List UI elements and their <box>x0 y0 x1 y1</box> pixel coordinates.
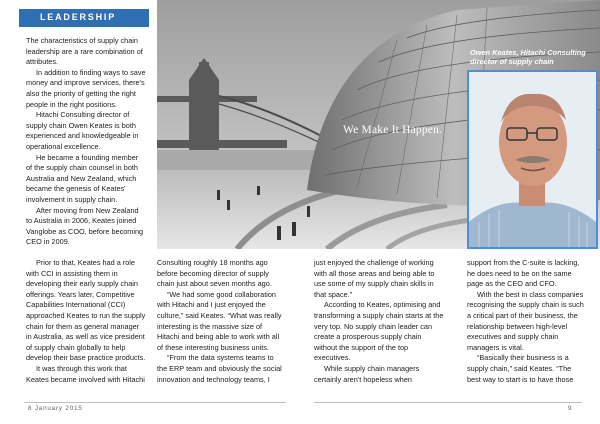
portrait-caption: Owen Keates, Hitachi Consulting director of supply chain <box>470 48 586 66</box>
paragraph: support from the C-suite is lacking, he does need to be on the same page as the CEO and CFO. <box>467 258 580 289</box>
photo-tagline: We Make It Happen. <box>343 124 443 136</box>
paragraph: According to Keates, optimising and transforming a supply chain starts at the very top. No supply chain leader can create a prosperous supply chain without the support of the top executives. <box>314 300 444 363</box>
paragraph: just enjoyed the challenge of working with all those areas and being able to use some of my supply chain skills in that space.” <box>314 258 435 299</box>
article-column-1 <box>26 36 146 248</box>
person-image <box>469 72 596 247</box>
article-column-2 <box>157 258 285 385</box>
paragraph: In addition to finding ways to save money and improve services, there's also the priority of getting the right people in the right positions. <box>26 67 146 109</box>
section-header <box>19 9 149 27</box>
footer-rule-right <box>314 402 582 403</box>
paragraph: With the best in class companies recognising the supply chain is such a critical part of their business, the relationship between high-level executives and supply chain managers is vital. <box>467 289 584 352</box>
section-label: LEADERSHIP <box>40 12 117 22</box>
paragraph: It was through this work that Keates became involved with Hitachi <box>26 363 145 384</box>
paragraph: Prior to that, Keates had a role with CCI in assisting them in developing their early supply chain offerings. Years later, Competitive Capabilities International (CCI) approached Keates to run the supply chain for them as general manager in Australia, as well as vice president of supply chain globally to help develop their base practice products. <box>26 258 146 363</box>
paragraph: “From the data systems teams to the ERP team and obviously the social innovation and technology teams, I <box>157 353 282 384</box>
paragraph: While supply chain managers certainly aren't hopeless when <box>314 363 420 384</box>
portrait-photo <box>467 70 598 249</box>
article-column-3 <box>314 258 444 385</box>
paragraph: He became a founding member of the supply chain counsel in both Australia and New Zealand, which became the genesis of Keates' involvement in supply chain. <box>26 152 139 204</box>
footer-rule-left <box>24 402 286 403</box>
paragraph: The characteristics of supply chain leadership are a rare combination of attributes. <box>26 36 143 67</box>
paragraph: After moving from New Zealand to Australia in 2006, Keates joined Vanglobe as COO, before becoming CEO in 2009. <box>26 205 144 247</box>
paragraph: “We had some good collaboration with Hitachi and I just enjoyed the culture,” said Keates. “What was really interesting is the massive size of Hitachi and being able to work with all of these interesting business units. <box>157 289 282 352</box>
article-column-1-lower <box>26 258 146 385</box>
paragraph: “Basically their business is a supply chain,” said Keates. “The best way to start is to have those <box>467 353 574 384</box>
paragraph: Consulting roughly 18 months ago before becoming director of supply chain just about seven months ago. <box>157 258 272 289</box>
footer-left: 8 January 2015 <box>28 405 83 412</box>
paragraph: Hitachi Consulting director of supply chain Owen Keates is both experienced and knowledgeable in operational excellence. <box>26 110 139 151</box>
footer-right: 9 <box>568 405 572 412</box>
article-column-4 <box>467 258 587 385</box>
